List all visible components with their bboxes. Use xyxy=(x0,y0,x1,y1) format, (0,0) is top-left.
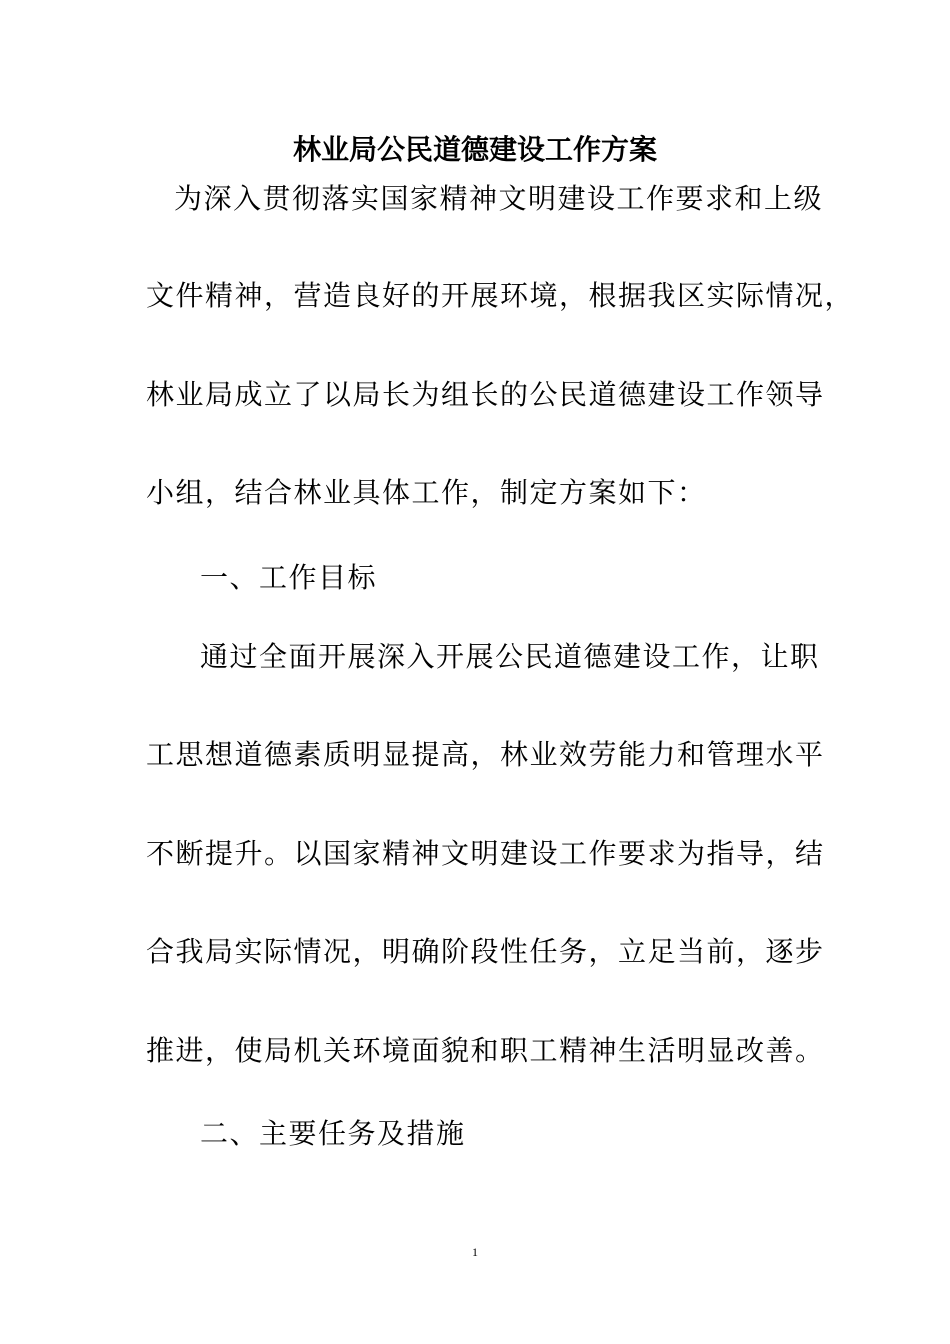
document-title: 林业局公民道德建设工作方案 xyxy=(292,133,657,166)
paragraph-line: 合我局实际情况，明确阶段性任务，立足当前，逐步 xyxy=(146,935,825,968)
paragraph-line: 为深入贯彻落实国家精神文明建设工作要求和上级 xyxy=(174,182,824,215)
paragraph-line: 不断提升。以国家精神文明建设工作要求为指导，结 xyxy=(146,837,825,870)
paragraph-line: 推进，使局机关环境面貌和职工精神生活明显改善。 xyxy=(146,1034,825,1067)
paragraph-line: 林业局成立了以局长为组长的公民道德建设工作领导 xyxy=(146,378,825,411)
page-number: 1 xyxy=(472,1245,478,1259)
paragraph-line: 工思想道德素质明显提高，林业效劳能力和管理水平 xyxy=(146,738,825,771)
section-heading: 一、工作目标 xyxy=(200,561,378,594)
paragraph-line: 文件精神，营造良好的开展环境，根据我区实际情况， xyxy=(146,279,855,312)
section-heading: 二、主要任务及措施 xyxy=(200,1117,466,1150)
paragraph-line: 通过全面开展深入开展公民道德建设工作，让职 xyxy=(200,640,820,673)
paragraph-line: 小组，结合林业具体工作，制定方案如下： xyxy=(146,476,707,509)
